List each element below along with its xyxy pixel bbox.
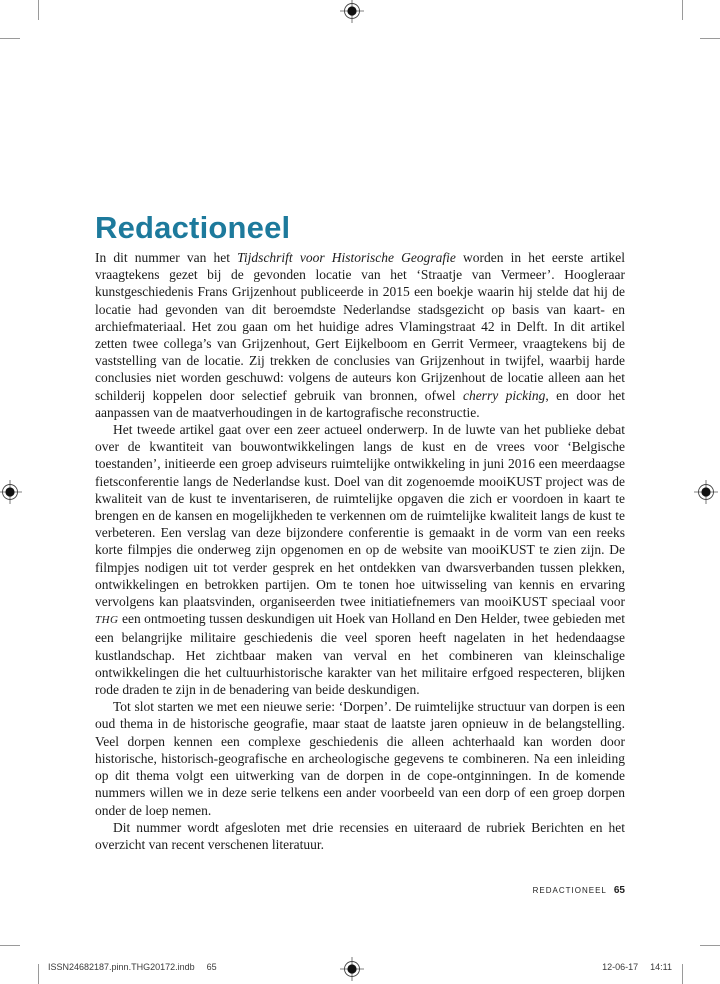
crop-mark [0, 945, 20, 946]
text-segment: THG [95, 614, 119, 627]
crop-mark [700, 945, 720, 946]
slug-page: 65 [206, 962, 217, 972]
slug-time: 14:11 [650, 962, 672, 972]
crop-mark [700, 38, 720, 39]
text-segment: In dit nummer van het [95, 250, 238, 265]
text-segment: een ontmoeting tussen deskundigen uit Hoek van Holland en Den Helder, twee gebieden met een belangrijke militaire geschiedenis die veel sporen heeft nagelaten in het hedendaagse kustlandschap. Het zichtbaar maken van verval en het combineren van kleinschalige ontwikkelingen die het cultuurhistorische karakter van het militaire erfgoed respecteren, blijken rode draden te zijn in de benadering van beide deskundigen. [95, 611, 625, 698]
registration-mark-icon [693, 479, 719, 505]
slug-line-left [48, 962, 217, 972]
text-segment: Tijdschrift voor Historische Geografie [237, 250, 456, 265]
text-segment: cherry picking [462, 387, 546, 403]
article-body [95, 249, 625, 853]
registration-mark-icon [339, 956, 365, 982]
crop-mark [682, 0, 683, 20]
text-segment: Dit nummer wordt afgesloten met drie recensies en uiteraard de rubriek Berichten en het overzicht van recent verschenen literatuur. [95, 819, 625, 852]
crop-mark [38, 0, 39, 20]
crop-mark [38, 964, 39, 984]
registration-mark-icon [339, 0, 365, 24]
crop-mark [682, 964, 683, 984]
paragraph [95, 698, 625, 818]
text-segment: Tot slot starten we met een nieuwe serie: ‘Dorpen’. De ruimtelijke structuur van dorpen is een oud thema in de historische geografie, maar staat de laatste jaren opnieuw in de belangstelling. Veel dorpen kennen een complexe geschiedenis die alleen achterhaald kan worden door historische, historisch-geografische en archeologische gegevens te combineren. Na een inleiding op dit thema volgt een uitwerking van de dorpen in de cope-ontginningen. In de komende nummers willen we in deze serie telkens een ander voorbeeld van een dorp of een groep dorpen onder de loep nemen. [95, 699, 625, 818]
slug-date: 12-06-17 [602, 962, 639, 972]
text-segment: Het tweede artikel gaat over een zeer actueel onderwerp. In de luwte van het publieke debat over de kwantiteit van bouwontwikkelingen langs de kust en de vrees voor ‘Belgische toestanden’, initieerde een groep adviseurs ruimtelijke ontwikkeling in juni 2016 een meerdaagse fietsconferentie langs de Nederlandse kust. Doel van dit zogenoemde mooiKUST project was de kwaliteit van de kust te inventariseren, de ruimtelijke opgaven die zich er voordoen in kaart te brengen en de kansen en mogelijkheden te verkennen om de ruimtelijke kwaliteit langs de kust te verbeteren. Een verslag van deze bijzondere conferentie is gemaakt in de vorm van een reeks korte filmpjes die onderweg zijn opgenomen en op de website van mooiKUST te zien zijn. De filmpjes nodigen uit tot verder gesprek en het ontdekken van dwarsverbanden tussen plekken, ontwikkelingen en betrokken partijen. Om te tonen hoe uitwisseling van kennis en ervaring vervolgens kan plaatsvinden, organiseerden twee initiatiefnemers van mooiKUST speciaal voor [95, 422, 625, 610]
page-title: Redactioneel [95, 209, 291, 245]
paragraph [95, 421, 625, 698]
slug-filename: ISSN24682187.pinn.THG20172.indb [48, 962, 195, 972]
slug-line-right [602, 962, 672, 972]
registration-mark-icon [0, 479, 23, 505]
paragraph [95, 819, 625, 853]
running-footer-section: REDACTIONEEL [532, 886, 607, 895]
text-segment: worden in het eerste artikel vraagtekens gezet bij de gevonden locatie van het ‘Straatje van Vermeer’. Hoogleraar kunstgeschiedenis Frans Grijzenhout publiceerde in 2015 een boekje waarin hij stelde dat hij de locatie had gevonden van dit beroemdste Nederlandse stadsgezicht op basis van kaart- en archiefmateriaal. Het zou gaan om het huidige adres Vlamingstraat 42 in Delft. In dit artikel zetten twee collega’s van Grijzenhout, Gert Eijkelboom en Gerrit Vermeer, vraagtekens bij de vaststelling van de locatie. Zij trekken de conclusies van Grijzenhout in twijfel, waarbij harde conclusies niet worden geschuwd: volgens de auteurs kon Grijzenhout de locatie alleen aan het schilderij koppelen door selectief gebruik van bronnen, ofwel [95, 250, 625, 403]
crop-mark [0, 38, 20, 39]
paragraph [95, 249, 625, 421]
text-segment: , en door het aanpassen van de maatverhoudingen in de kartografische reconstructie. [95, 387, 625, 420]
running-footer [533, 880, 625, 898]
page-number: 65 [613, 885, 625, 896]
